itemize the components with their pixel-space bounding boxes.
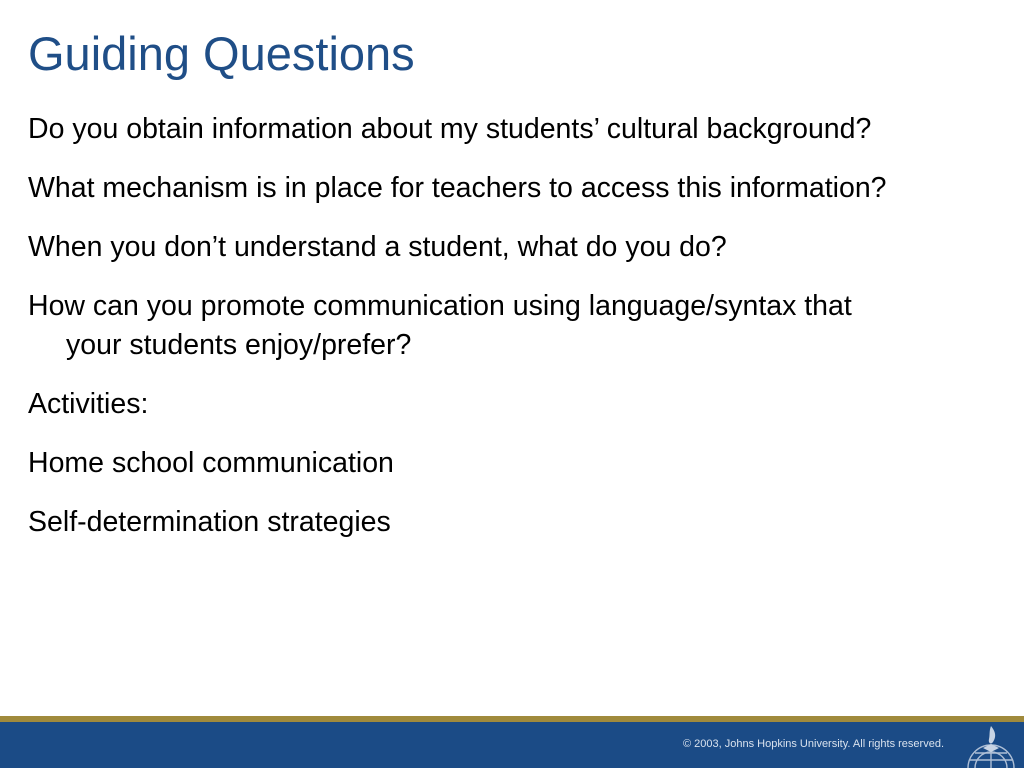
university-seal-icon <box>962 722 1020 768</box>
bullet-item: Do you obtain information about my students’ cultural background? <box>28 113 872 145</box>
bullet-list <box>28 110 908 562</box>
bullet-item: Activities: <box>28 388 149 420</box>
bullet-item: Home school communication <box>28 447 394 479</box>
bullet-item: Self-determination strategies <box>28 506 391 538</box>
copyright-text: © 2003, Johns Hopkins University. All rights reserved. <box>682 738 944 750</box>
slide-title: Guiding Questions <box>28 27 415 80</box>
footer-bar <box>0 722 1024 768</box>
bullet-item: How can you promote communication using language/syntax that your students enjoy/prefer? <box>28 290 852 361</box>
bullet-item: When you don’t understand a student, what do you do? <box>28 231 727 263</box>
bullet-item: What mechanism is in place for teachers to access this information? <box>28 172 887 204</box>
